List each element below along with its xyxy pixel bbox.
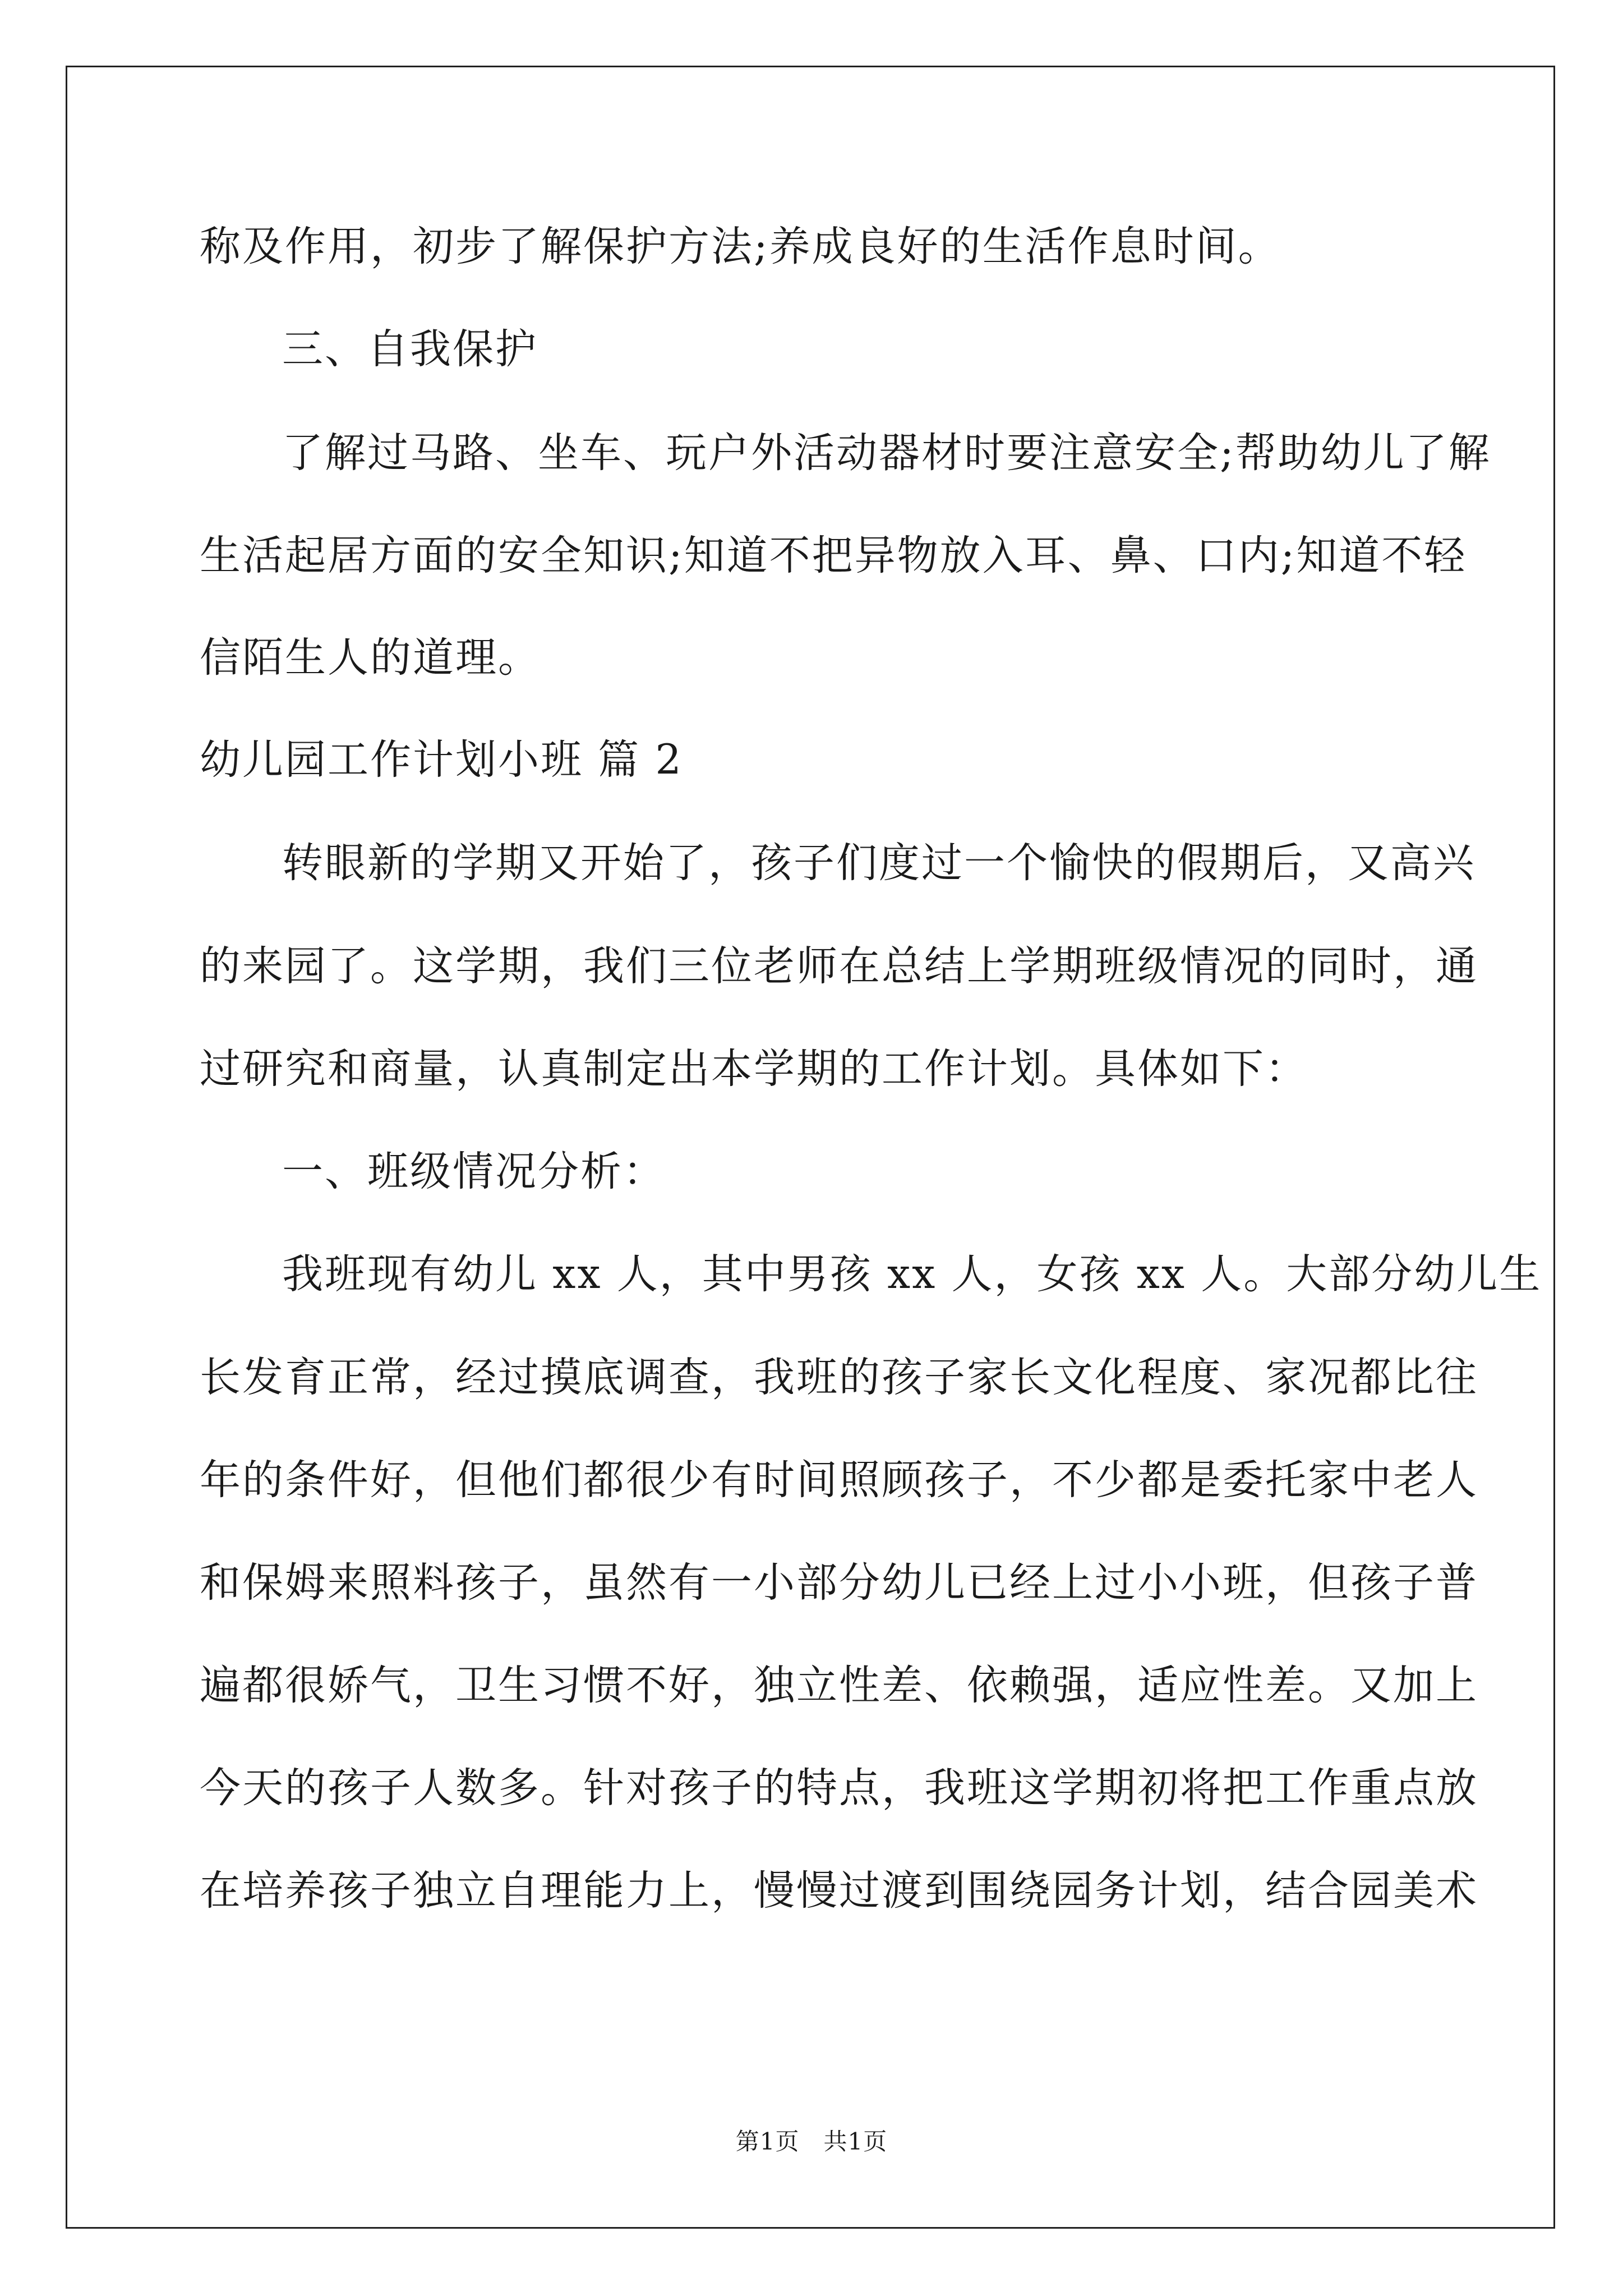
- body-text-line: 称及作用，初步了解保护方法;养成良好的生活作息时间。: [200, 223, 1281, 270]
- body-text-line: 长发育正常，经过摸底调查，我班的孩子家长文化程度、家况都比往: [200, 1354, 1478, 1401]
- body-text-line: 了解过马路、坐车、玩户外活动器材时要注意安全;帮助幼儿了解: [282, 429, 1491, 477]
- body-text-line: 年的条件好，但他们都很少有时间照顾孩子，不少都是委托家中老人: [200, 1456, 1478, 1504]
- section-heading-class-analysis: 一、班级情况分析：: [282, 1148, 666, 1195]
- section-heading-self-protection: 三、自我保护: [282, 325, 538, 373]
- body-text-line: 转眼新的学期又开始了，孩子们度过一个愉快的假期后，又高兴: [282, 839, 1476, 887]
- body-text-line: 信陌生人的道理。: [200, 634, 541, 682]
- body-text-line: 我班现有幼儿 xx 人，其中男孩 xx 人，女孩 xx 人。大部分幼儿生: [282, 1250, 1542, 1298]
- article-heading: 幼儿园工作计划小班 篇 2: [200, 736, 683, 784]
- body-text-line: 的来园了。这学期，我们三位老师在总结上学期班级情况的同时，通: [200, 942, 1478, 990]
- body-text-line: 过研究和商量，认真制定出本学期的工作计划。具体如下：: [200, 1045, 1308, 1093]
- body-text-line: 遍都很娇气，卫生习惯不好，独立性差、依赖强，适应性差。又加上: [200, 1662, 1478, 1709]
- body-text-line: 和保姆来照料孩子，虽然有一小部分幼儿已经上过小小班，但孩子普: [200, 1559, 1478, 1607]
- page-number-footer: 第1页 共1页: [735, 2128, 888, 2155]
- body-text-line: 今天的孩子人数多。针对孩子的特点，我班这学期初将把工作重点放: [200, 1764, 1478, 1812]
- body-text-line: 生活起居方面的安全知识;知道不把异物放入耳、鼻、口内;知道不轻: [200, 532, 1467, 579]
- body-text-line: 在培养孩子独立自理能力上，慢慢过渡到围绕园务计划，结合园美术: [200, 1867, 1478, 1915]
